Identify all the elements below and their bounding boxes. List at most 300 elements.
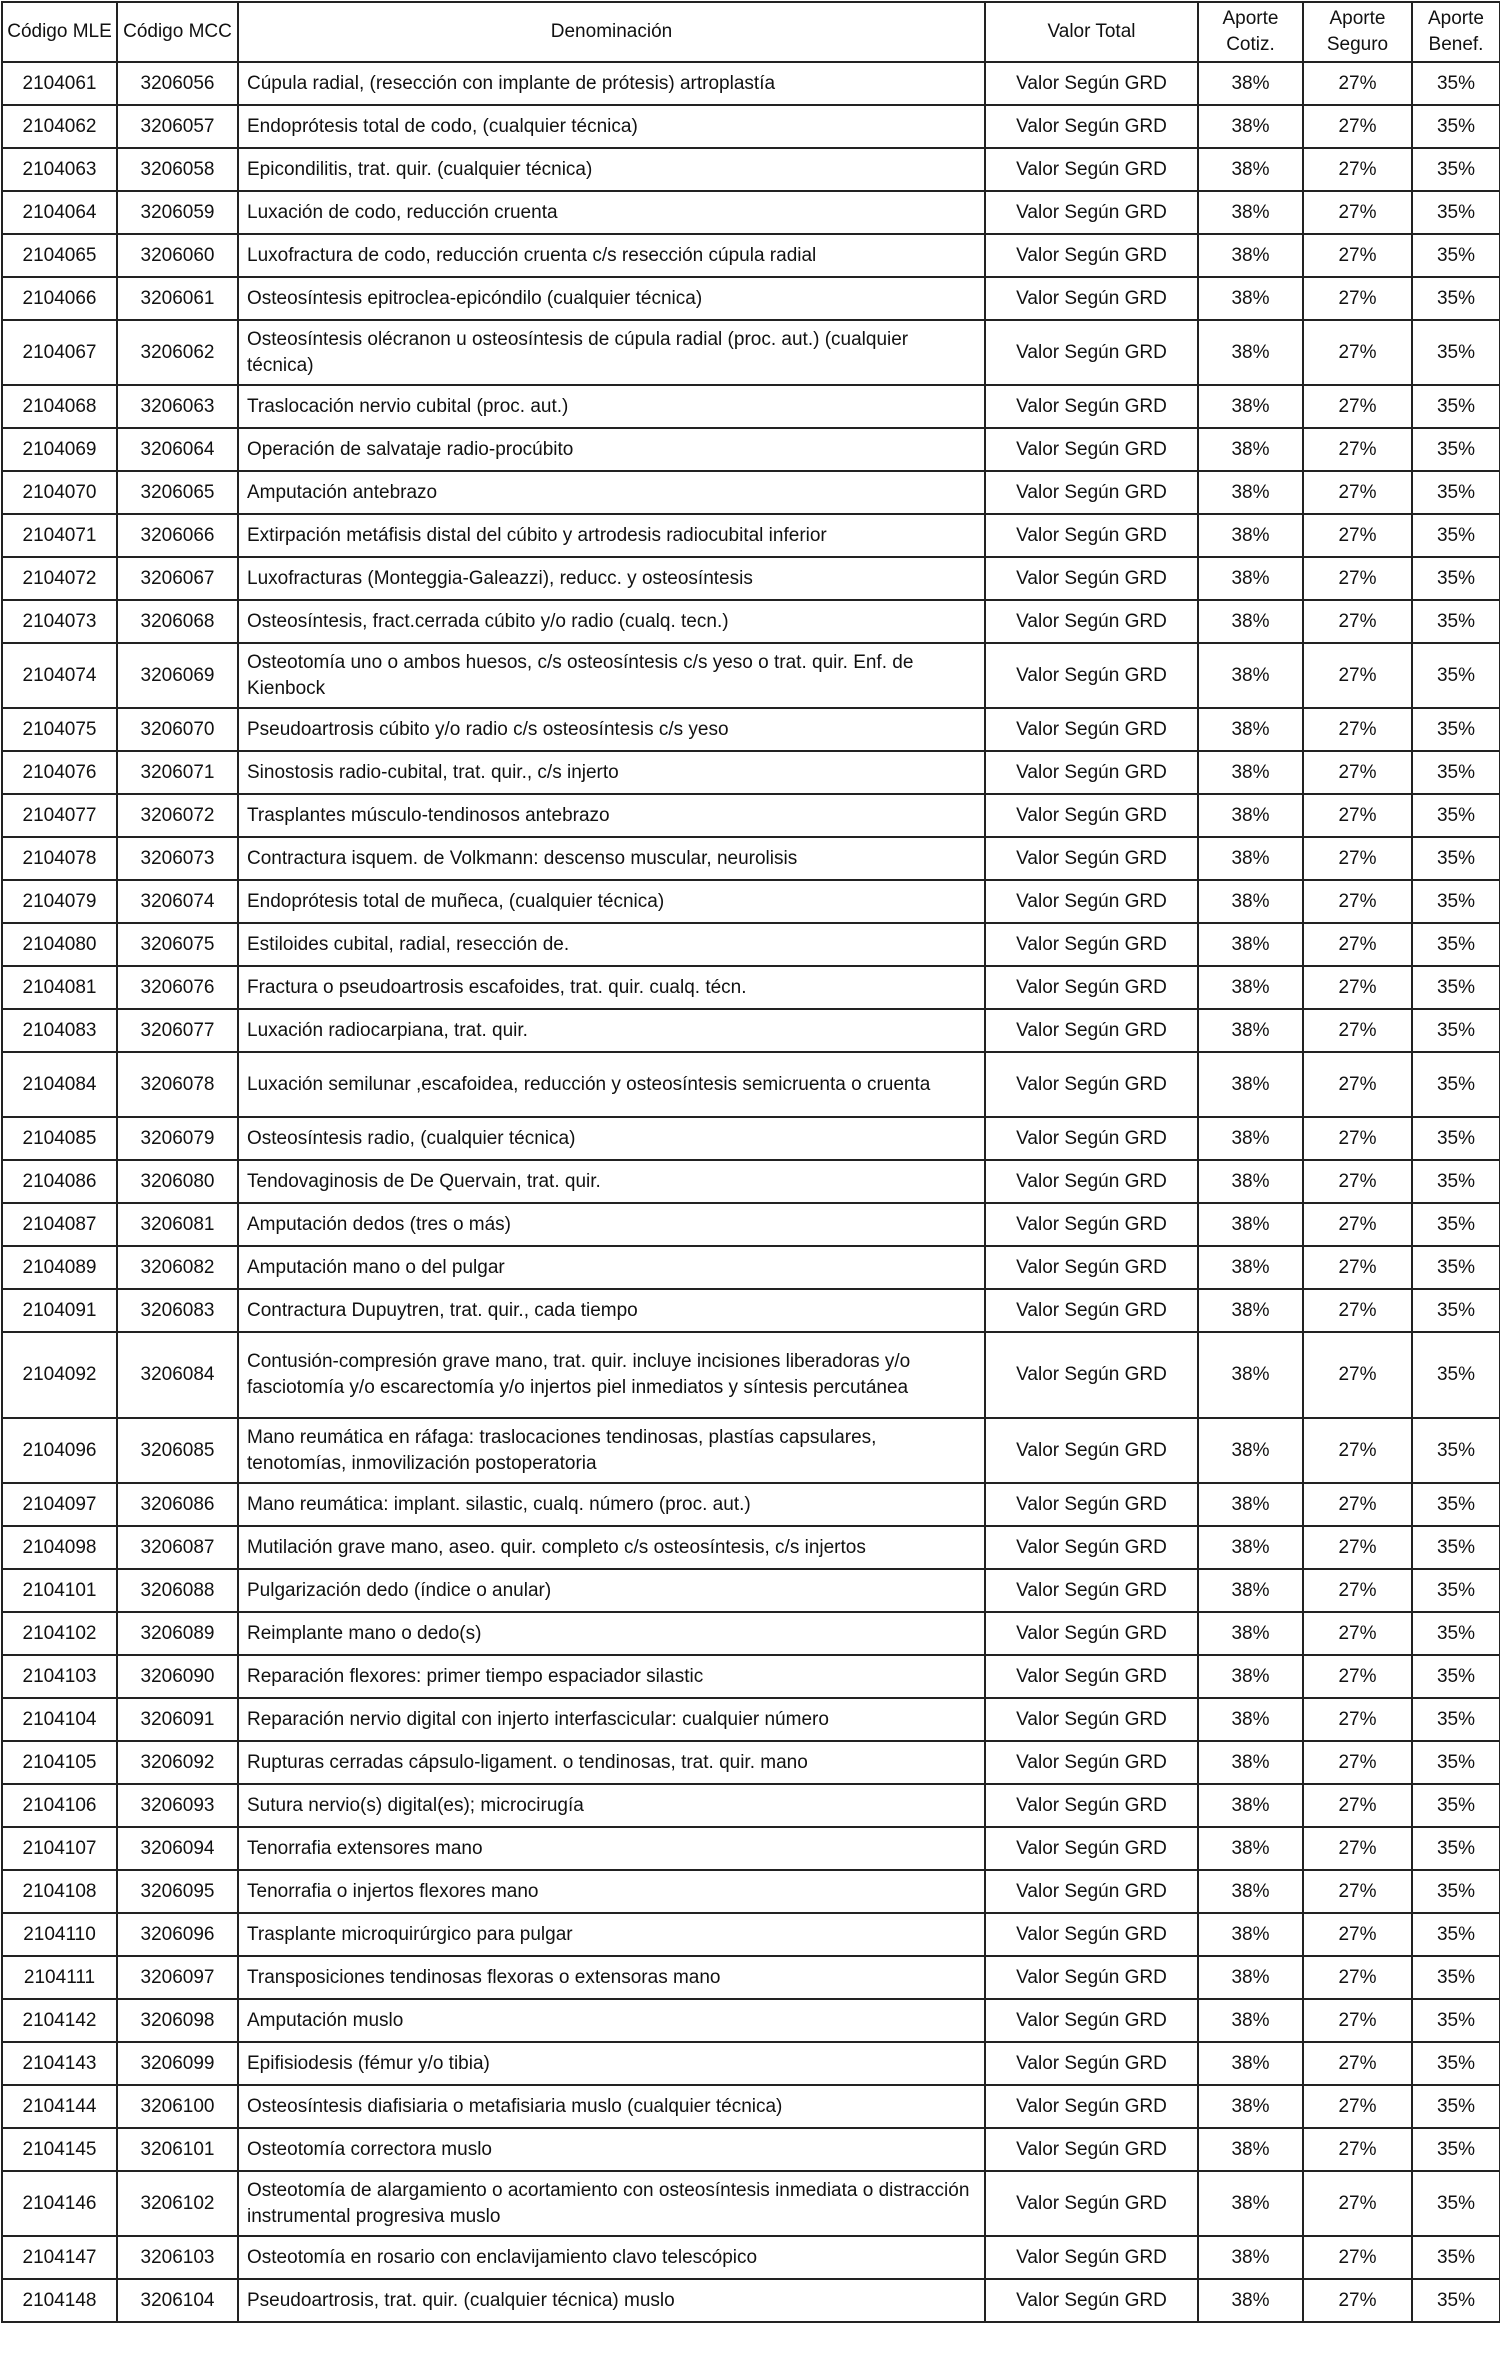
codigo-mle-cell: 2104068 xyxy=(2,385,117,428)
table-row xyxy=(2,1418,1500,1483)
aporte-seguro-cell: 27% xyxy=(1303,2085,1412,2128)
denominacion-cell: Reimplante mano o dedo(s) xyxy=(238,1612,985,1655)
aporte-benef-cell: 35% xyxy=(1412,62,1500,105)
codigo-mcc-cell: 3206063 xyxy=(117,385,238,428)
codigo-mle-cell: 2104063 xyxy=(2,148,117,191)
codigo-mle-cell: 2104098 xyxy=(2,1526,117,1569)
aporte-benef-cell: 35% xyxy=(1412,966,1500,1009)
header-denominacion: Denominación xyxy=(238,2,985,62)
codigo-mle-cell: 2104101 xyxy=(2,1569,117,1612)
table-row xyxy=(2,1999,1500,2042)
table-row xyxy=(2,600,1500,643)
codigo-mcc-cell: 3206096 xyxy=(117,1913,238,1956)
valor-total-cell: Valor Según GRD xyxy=(985,923,1198,966)
valor-total-cell: Valor Según GRD xyxy=(985,2171,1198,2236)
header-aporte-cotiz: Aporte Cotiz. xyxy=(1198,2,1303,62)
aporte-seguro-cell: 27% xyxy=(1303,1009,1412,1052)
aporte-cotiz-cell: 38% xyxy=(1198,148,1303,191)
valor-total-cell: Valor Según GRD xyxy=(985,1332,1198,1418)
codigo-mle-cell: 2104067 xyxy=(2,320,117,385)
aporte-benef-cell: 35% xyxy=(1412,1160,1500,1203)
valor-total-cell: Valor Según GRD xyxy=(985,514,1198,557)
aporte-seguro-cell: 27% xyxy=(1303,1203,1412,1246)
valor-total-cell: Valor Según GRD xyxy=(985,708,1198,751)
codigo-mle-cell: 2104079 xyxy=(2,880,117,923)
table-row xyxy=(2,148,1500,191)
table-row xyxy=(2,966,1500,1009)
codigo-mcc-cell: 3206085 xyxy=(117,1418,238,1483)
aporte-cotiz-cell: 38% xyxy=(1198,1827,1303,1870)
codigo-mcc-cell: 3206098 xyxy=(117,1999,238,2042)
aporte-cotiz-cell: 38% xyxy=(1198,643,1303,708)
denominacion-cell: Cúpula radial, (resección con implante de prótesis) artroplastía xyxy=(238,62,985,105)
denominacion-cell: Osteosíntesis radio, (cualquier técnica) xyxy=(238,1117,985,1160)
aporte-cotiz-cell: 38% xyxy=(1198,2042,1303,2085)
aporte-cotiz-cell: 38% xyxy=(1198,2279,1303,2322)
codigo-mle-cell: 2104066 xyxy=(2,277,117,320)
codigo-mcc-cell: 3206064 xyxy=(117,428,238,471)
aporte-benef-cell: 35% xyxy=(1412,751,1500,794)
aporte-cotiz-cell: 38% xyxy=(1198,1698,1303,1741)
aporte-seguro-cell: 27% xyxy=(1303,794,1412,837)
codigo-mcc-cell: 3206092 xyxy=(117,1741,238,1784)
aporte-benef-cell: 35% xyxy=(1412,1999,1500,2042)
aporte-cotiz-cell: 38% xyxy=(1198,1612,1303,1655)
aporte-cotiz-cell: 38% xyxy=(1198,1246,1303,1289)
codigo-mcc-cell: 3206079 xyxy=(117,1117,238,1160)
aporte-seguro-cell: 27% xyxy=(1303,1999,1412,2042)
codigo-mle-cell: 2104075 xyxy=(2,708,117,751)
valor-total-cell: Valor Según GRD xyxy=(985,794,1198,837)
valor-total-cell: Valor Según GRD xyxy=(985,1246,1198,1289)
table-row xyxy=(2,1483,1500,1526)
aporte-cotiz-cell: 38% xyxy=(1198,1956,1303,1999)
denominacion-cell: Osteotomía de alargamiento o acortamiento con osteosíntesis inmediata o distracción instrumental progresiva muslo xyxy=(238,2171,985,2236)
valor-total-cell: Valor Según GRD xyxy=(985,837,1198,880)
aporte-cotiz-cell: 38% xyxy=(1198,1569,1303,1612)
aporte-cotiz-cell: 38% xyxy=(1198,880,1303,923)
codigo-mcc-cell: 3206069 xyxy=(117,643,238,708)
aporte-seguro-cell: 27% xyxy=(1303,880,1412,923)
aporte-benef-cell: 35% xyxy=(1412,1870,1500,1913)
table-row xyxy=(2,837,1500,880)
codigo-mcc-cell: 3206078 xyxy=(117,1052,238,1117)
aporte-cotiz-cell: 38% xyxy=(1198,1289,1303,1332)
aporte-cotiz-cell: 38% xyxy=(1198,557,1303,600)
denominacion-cell: Tendovaginosis de De Quervain, trat. quir. xyxy=(238,1160,985,1203)
aporte-cotiz-cell: 38% xyxy=(1198,751,1303,794)
aporte-benef-cell: 35% xyxy=(1412,1246,1500,1289)
denominacion-cell: Endoprótesis total de muñeca, (cualquier técnica) xyxy=(238,880,985,923)
codigo-mle-cell: 2104074 xyxy=(2,643,117,708)
aporte-cotiz-cell: 38% xyxy=(1198,62,1303,105)
valor-total-cell: Valor Según GRD xyxy=(985,1569,1198,1612)
table-header-row xyxy=(2,2,1500,62)
aporte-seguro-cell: 27% xyxy=(1303,148,1412,191)
codigo-mcc-cell: 3206091 xyxy=(117,1698,238,1741)
aporte-benef-cell: 35% xyxy=(1412,1956,1500,1999)
aporte-benef-cell: 35% xyxy=(1412,837,1500,880)
aporte-seguro-cell: 27% xyxy=(1303,1698,1412,1741)
codigo-mcc-cell: 3206095 xyxy=(117,1870,238,1913)
aporte-seguro-cell: 27% xyxy=(1303,708,1412,751)
aporte-seguro-cell: 27% xyxy=(1303,428,1412,471)
valor-total-cell: Valor Según GRD xyxy=(985,2236,1198,2279)
aporte-seguro-cell: 27% xyxy=(1303,191,1412,234)
codigo-mcc-cell: 3206103 xyxy=(117,2236,238,2279)
valor-total-cell: Valor Según GRD xyxy=(985,1870,1198,1913)
aporte-benef-cell: 35% xyxy=(1412,1784,1500,1827)
aporte-benef-cell: 35% xyxy=(1412,105,1500,148)
valor-total-cell: Valor Según GRD xyxy=(985,2279,1198,2322)
codigo-mcc-cell: 3206087 xyxy=(117,1526,238,1569)
codigo-mle-cell: 2104110 xyxy=(2,1913,117,1956)
table-row xyxy=(2,1913,1500,1956)
aporte-benef-cell: 35% xyxy=(1412,1332,1500,1418)
table-row xyxy=(2,1741,1500,1784)
table-row xyxy=(2,751,1500,794)
valor-total-cell: Valor Según GRD xyxy=(985,1289,1198,1332)
codigo-mle-cell: 2104086 xyxy=(2,1160,117,1203)
codigo-mle-cell: 2104097 xyxy=(2,1483,117,1526)
aporte-benef-cell: 35% xyxy=(1412,708,1500,751)
codigo-mcc-cell: 3206081 xyxy=(117,1203,238,1246)
codigo-mle-cell: 2104103 xyxy=(2,1655,117,1698)
header-codigo-mle: Código MLE xyxy=(2,2,117,62)
aporte-cotiz-cell: 38% xyxy=(1198,1052,1303,1117)
denominacion-cell: Luxofractura de codo, reducción cruenta c/s resección cúpula radial xyxy=(238,234,985,277)
denominacion-cell: Fractura o pseudoartrosis escafoides, trat. quir. cualq. técn. xyxy=(238,966,985,1009)
codigo-mle-cell: 2104092 xyxy=(2,1332,117,1418)
table-row xyxy=(2,1246,1500,1289)
aporte-cotiz-cell: 38% xyxy=(1198,385,1303,428)
aporte-cotiz-cell: 38% xyxy=(1198,708,1303,751)
table-row xyxy=(2,708,1500,751)
valor-total-cell: Valor Según GRD xyxy=(985,1009,1198,1052)
valor-total-cell: Valor Según GRD xyxy=(985,643,1198,708)
aporte-benef-cell: 35% xyxy=(1412,1741,1500,1784)
table-row xyxy=(2,471,1500,514)
denominacion-cell: Reparación nervio digital con injerto interfascicular: cualquier número xyxy=(238,1698,985,1741)
aporte-benef-cell: 35% xyxy=(1412,880,1500,923)
table-row xyxy=(2,923,1500,966)
aporte-seguro-cell: 27% xyxy=(1303,1418,1412,1483)
denominacion-cell: Epicondilitis, trat. quir. (cualquier técnica) xyxy=(238,148,985,191)
valor-total-cell: Valor Según GRD xyxy=(985,1117,1198,1160)
table-row xyxy=(2,1655,1500,1698)
aporte-cotiz-cell: 38% xyxy=(1198,1784,1303,1827)
aporte-cotiz-cell: 38% xyxy=(1198,471,1303,514)
table-row xyxy=(2,428,1500,471)
codigo-mcc-cell: 3206073 xyxy=(117,837,238,880)
valor-total-cell: Valor Según GRD xyxy=(985,751,1198,794)
aporte-benef-cell: 35% xyxy=(1412,643,1500,708)
valor-total-cell: Valor Según GRD xyxy=(985,1526,1198,1569)
codigo-mcc-cell: 3206089 xyxy=(117,1612,238,1655)
denominacion-cell: Operación de salvataje radio-procúbito xyxy=(238,428,985,471)
valor-total-cell: Valor Según GRD xyxy=(985,234,1198,277)
valor-total-cell: Valor Según GRD xyxy=(985,1999,1198,2042)
table-row xyxy=(2,1289,1500,1332)
aporte-cotiz-cell: 38% xyxy=(1198,1655,1303,1698)
aporte-benef-cell: 35% xyxy=(1412,794,1500,837)
aporte-seguro-cell: 27% xyxy=(1303,1612,1412,1655)
aporte-benef-cell: 35% xyxy=(1412,191,1500,234)
codigo-mcc-cell: 3206074 xyxy=(117,880,238,923)
codigo-mcc-cell: 3206080 xyxy=(117,1160,238,1203)
codigo-mcc-cell: 3206065 xyxy=(117,471,238,514)
table-row xyxy=(2,1784,1500,1827)
codigo-mle-cell: 2104104 xyxy=(2,1698,117,1741)
denominacion-cell: Contractura Dupuytren, trat. quir., cada tiempo xyxy=(238,1289,985,1332)
denominacion-cell: Trasplante microquirúrgico para pulgar xyxy=(238,1913,985,1956)
aporte-cotiz-cell: 38% xyxy=(1198,1203,1303,1246)
codigo-mle-cell: 2104144 xyxy=(2,2085,117,2128)
table-row xyxy=(2,191,1500,234)
denominacion-cell: Osteosíntesis olécranon u osteosíntesis de cúpula radial (proc. aut.) (cualquier técnica) xyxy=(238,320,985,385)
denominacion-cell: Traslocación nervio cubital (proc. aut.) xyxy=(238,385,985,428)
aporte-cotiz-cell: 38% xyxy=(1198,105,1303,148)
aporte-cotiz-cell: 38% xyxy=(1198,837,1303,880)
aporte-cotiz-cell: 38% xyxy=(1198,1741,1303,1784)
table-row xyxy=(2,1956,1500,1999)
aporte-seguro-cell: 27% xyxy=(1303,1117,1412,1160)
codigo-mcc-cell: 3206067 xyxy=(117,557,238,600)
codigo-mle-cell: 2104061 xyxy=(2,62,117,105)
codigo-mle-cell: 2104142 xyxy=(2,1999,117,2042)
aporte-seguro-cell: 27% xyxy=(1303,1289,1412,1332)
valor-total-cell: Valor Según GRD xyxy=(985,2085,1198,2128)
aporte-cotiz-cell: 38% xyxy=(1198,1160,1303,1203)
valor-total-cell: Valor Según GRD xyxy=(985,385,1198,428)
codigo-mle-cell: 2104102 xyxy=(2,1612,117,1655)
aporte-seguro-cell: 27% xyxy=(1303,1246,1412,1289)
codigo-mle-cell: 2104071 xyxy=(2,514,117,557)
valor-total-cell: Valor Según GRD xyxy=(985,1418,1198,1483)
table-row xyxy=(2,2085,1500,2128)
codigo-mle-cell: 2104107 xyxy=(2,1827,117,1870)
table-row xyxy=(2,514,1500,557)
valor-total-cell: Valor Según GRD xyxy=(985,1052,1198,1117)
denominacion-cell: Rupturas cerradas cápsulo-ligament. o tendinosas, trat. quir. mano xyxy=(238,1741,985,1784)
codigo-mle-cell: 2104073 xyxy=(2,600,117,643)
aporte-seguro-cell: 27% xyxy=(1303,1052,1412,1117)
valor-total-cell: Valor Según GRD xyxy=(985,1913,1198,1956)
aporte-cotiz-cell: 38% xyxy=(1198,320,1303,385)
table-row xyxy=(2,2279,1500,2322)
aporte-seguro-cell: 27% xyxy=(1303,837,1412,880)
aporte-benef-cell: 35% xyxy=(1412,1483,1500,1526)
valor-total-cell: Valor Según GRD xyxy=(985,320,1198,385)
codigo-mle-cell: 2104065 xyxy=(2,234,117,277)
aporte-seguro-cell: 27% xyxy=(1303,2236,1412,2279)
codigo-mle-cell: 2104111 xyxy=(2,1956,117,1999)
aporte-benef-cell: 35% xyxy=(1412,1117,1500,1160)
denominacion-cell: Osteotomía en rosario con enclavijamiento clavo telescópico xyxy=(238,2236,985,2279)
codigo-mcc-cell: 3206071 xyxy=(117,751,238,794)
codigo-mcc-cell: 3206099 xyxy=(117,2042,238,2085)
aporte-seguro-cell: 27% xyxy=(1303,471,1412,514)
table-row xyxy=(2,385,1500,428)
codigo-mcc-cell: 3206070 xyxy=(117,708,238,751)
codigo-mle-cell: 2104062 xyxy=(2,105,117,148)
denominacion-cell: Luxación semilunar ,escafoidea, reducción y osteosíntesis semicruenta o cruenta xyxy=(238,1052,985,1117)
aporte-benef-cell: 35% xyxy=(1412,428,1500,471)
denominacion-cell: Amputación antebrazo xyxy=(238,471,985,514)
denominacion-cell: Osteosíntesis diafisiaria o metafisiaria muslo (cualquier técnica) xyxy=(238,2085,985,2128)
codigo-mle-cell: 2104147 xyxy=(2,2236,117,2279)
table-row xyxy=(2,2236,1500,2279)
aporte-benef-cell: 35% xyxy=(1412,1203,1500,1246)
denominacion-cell: Tenorrafia extensores mano xyxy=(238,1827,985,1870)
valor-total-cell: Valor Según GRD xyxy=(985,191,1198,234)
aporte-benef-cell: 35% xyxy=(1412,2085,1500,2128)
codigo-mle-cell: 2104106 xyxy=(2,1784,117,1827)
denominacion-cell: Osteosíntesis, fract.cerrada cúbito y/o radio (cualq. tecn.) xyxy=(238,600,985,643)
aporte-seguro-cell: 27% xyxy=(1303,2042,1412,2085)
procedures-table xyxy=(1,1,1500,2323)
codigo-mle-cell: 2104087 xyxy=(2,1203,117,1246)
aporte-seguro-cell: 27% xyxy=(1303,1870,1412,1913)
codigo-mcc-cell: 3206056 xyxy=(117,62,238,105)
aporte-seguro-cell: 27% xyxy=(1303,1741,1412,1784)
valor-total-cell: Valor Según GRD xyxy=(985,1741,1198,1784)
aporte-seguro-cell: 27% xyxy=(1303,1655,1412,1698)
valor-total-cell: Valor Según GRD xyxy=(985,1784,1198,1827)
codigo-mcc-cell: 3206068 xyxy=(117,600,238,643)
table-row xyxy=(2,1160,1500,1203)
denominacion-cell: Contusión-compresión grave mano, trat. quir. incluye incisiones liberadoras y/o fasciotomía y/o escarectomía y/o injertos piel inmediatos y síntesis percutánea xyxy=(238,1332,985,1418)
denominacion-cell: Luxación de codo, reducción cruenta xyxy=(238,191,985,234)
aporte-benef-cell: 35% xyxy=(1412,385,1500,428)
valor-total-cell: Valor Según GRD xyxy=(985,62,1198,105)
aporte-cotiz-cell: 38% xyxy=(1198,2128,1303,2171)
denominacion-cell: Endoprótesis total de codo, (cualquier técnica) xyxy=(238,105,985,148)
aporte-cotiz-cell: 38% xyxy=(1198,2171,1303,2236)
aporte-cotiz-cell: 38% xyxy=(1198,1117,1303,1160)
codigo-mle-cell: 2104076 xyxy=(2,751,117,794)
aporte-seguro-cell: 27% xyxy=(1303,62,1412,105)
aporte-benef-cell: 35% xyxy=(1412,277,1500,320)
valor-total-cell: Valor Según GRD xyxy=(985,2128,1198,2171)
codigo-mcc-cell: 3206104 xyxy=(117,2279,238,2322)
codigo-mcc-cell: 3206094 xyxy=(117,1827,238,1870)
aporte-seguro-cell: 27% xyxy=(1303,385,1412,428)
table-row xyxy=(2,1117,1500,1160)
aporte-benef-cell: 35% xyxy=(1412,2171,1500,2236)
table-row xyxy=(2,794,1500,837)
table-row xyxy=(2,1052,1500,1117)
codigo-mcc-cell: 3206084 xyxy=(117,1332,238,1418)
valor-total-cell: Valor Según GRD xyxy=(985,428,1198,471)
table-row xyxy=(2,1203,1500,1246)
aporte-cotiz-cell: 38% xyxy=(1198,428,1303,471)
denominacion-cell: Osteotomía correctora muslo xyxy=(238,2128,985,2171)
codigo-mcc-cell: 3206088 xyxy=(117,1569,238,1612)
aporte-seguro-cell: 27% xyxy=(1303,1956,1412,1999)
header-codigo-mcc: Código MCC xyxy=(117,2,238,62)
aporte-benef-cell: 35% xyxy=(1412,2279,1500,2322)
aporte-benef-cell: 35% xyxy=(1412,2236,1500,2279)
aporte-seguro-cell: 27% xyxy=(1303,643,1412,708)
aporte-benef-cell: 35% xyxy=(1412,1913,1500,1956)
aporte-cotiz-cell: 38% xyxy=(1198,923,1303,966)
aporte-seguro-cell: 27% xyxy=(1303,966,1412,1009)
codigo-mle-cell: 2104080 xyxy=(2,923,117,966)
valor-total-cell: Valor Según GRD xyxy=(985,471,1198,514)
aporte-cotiz-cell: 38% xyxy=(1198,1526,1303,1569)
table-row xyxy=(2,880,1500,923)
aporte-benef-cell: 35% xyxy=(1412,1289,1500,1332)
aporte-benef-cell: 35% xyxy=(1412,1612,1500,1655)
aporte-cotiz-cell: 38% xyxy=(1198,191,1303,234)
table-row xyxy=(2,320,1500,385)
codigo-mle-cell: 2104096 xyxy=(2,1418,117,1483)
valor-total-cell: Valor Según GRD xyxy=(985,1698,1198,1741)
table-row xyxy=(2,2171,1500,2236)
codigo-mcc-cell: 3206101 xyxy=(117,2128,238,2171)
denominacion-cell: Trasplantes músculo-tendinosos antebrazo xyxy=(238,794,985,837)
aporte-cotiz-cell: 38% xyxy=(1198,966,1303,1009)
valor-total-cell: Valor Según GRD xyxy=(985,880,1198,923)
codigo-mle-cell: 2104108 xyxy=(2,1870,117,1913)
valor-total-cell: Valor Según GRD xyxy=(985,1612,1198,1655)
aporte-cotiz-cell: 38% xyxy=(1198,1913,1303,1956)
aporte-seguro-cell: 27% xyxy=(1303,751,1412,794)
codigo-mle-cell: 2104085 xyxy=(2,1117,117,1160)
aporte-benef-cell: 35% xyxy=(1412,148,1500,191)
codigo-mcc-cell: 3206076 xyxy=(117,966,238,1009)
aporte-benef-cell: 35% xyxy=(1412,1827,1500,1870)
aporte-benef-cell: 35% xyxy=(1412,320,1500,385)
valor-total-cell: Valor Según GRD xyxy=(985,105,1198,148)
aporte-benef-cell: 35% xyxy=(1412,923,1500,966)
valor-total-cell: Valor Según GRD xyxy=(985,277,1198,320)
codigo-mle-cell: 2104105 xyxy=(2,1741,117,1784)
aporte-benef-cell: 35% xyxy=(1412,471,1500,514)
aporte-benef-cell: 35% xyxy=(1412,1418,1500,1483)
codigo-mcc-cell: 3206072 xyxy=(117,794,238,837)
denominacion-cell: Sutura nervio(s) digital(es); microcirugía xyxy=(238,1784,985,1827)
aporte-benef-cell: 35% xyxy=(1412,514,1500,557)
codigo-mle-cell: 2104091 xyxy=(2,1289,117,1332)
aporte-benef-cell: 35% xyxy=(1412,1655,1500,1698)
aporte-cotiz-cell: 38% xyxy=(1198,234,1303,277)
denominacion-cell: Mano reumática: implant. silastic, cualq. número (proc. aut.) xyxy=(238,1483,985,1526)
codigo-mcc-cell: 3206066 xyxy=(117,514,238,557)
codigo-mcc-cell: 3206060 xyxy=(117,234,238,277)
table-row xyxy=(2,105,1500,148)
codigo-mcc-cell: 3206090 xyxy=(117,1655,238,1698)
codigo-mcc-cell: 3206100 xyxy=(117,2085,238,2128)
aporte-benef-cell: 35% xyxy=(1412,2042,1500,2085)
aporte-seguro-cell: 27% xyxy=(1303,1332,1412,1418)
aporte-cotiz-cell: 38% xyxy=(1198,1999,1303,2042)
table-row xyxy=(2,277,1500,320)
aporte-seguro-cell: 27% xyxy=(1303,1526,1412,1569)
aporte-benef-cell: 35% xyxy=(1412,1569,1500,1612)
table-row xyxy=(2,1827,1500,1870)
table-row xyxy=(2,1332,1500,1418)
aporte-benef-cell: 35% xyxy=(1412,234,1500,277)
denominacion-cell: Reparación flexores: primer tiempo espaciador silastic xyxy=(238,1655,985,1698)
codigo-mcc-cell: 3206061 xyxy=(117,277,238,320)
denominacion-cell: Estiloides cubital, radial, resección de. xyxy=(238,923,985,966)
table-row xyxy=(2,1870,1500,1913)
codigo-mcc-cell: 3206086 xyxy=(117,1483,238,1526)
valor-total-cell: Valor Según GRD xyxy=(985,1956,1198,1999)
aporte-cotiz-cell: 38% xyxy=(1198,1332,1303,1418)
